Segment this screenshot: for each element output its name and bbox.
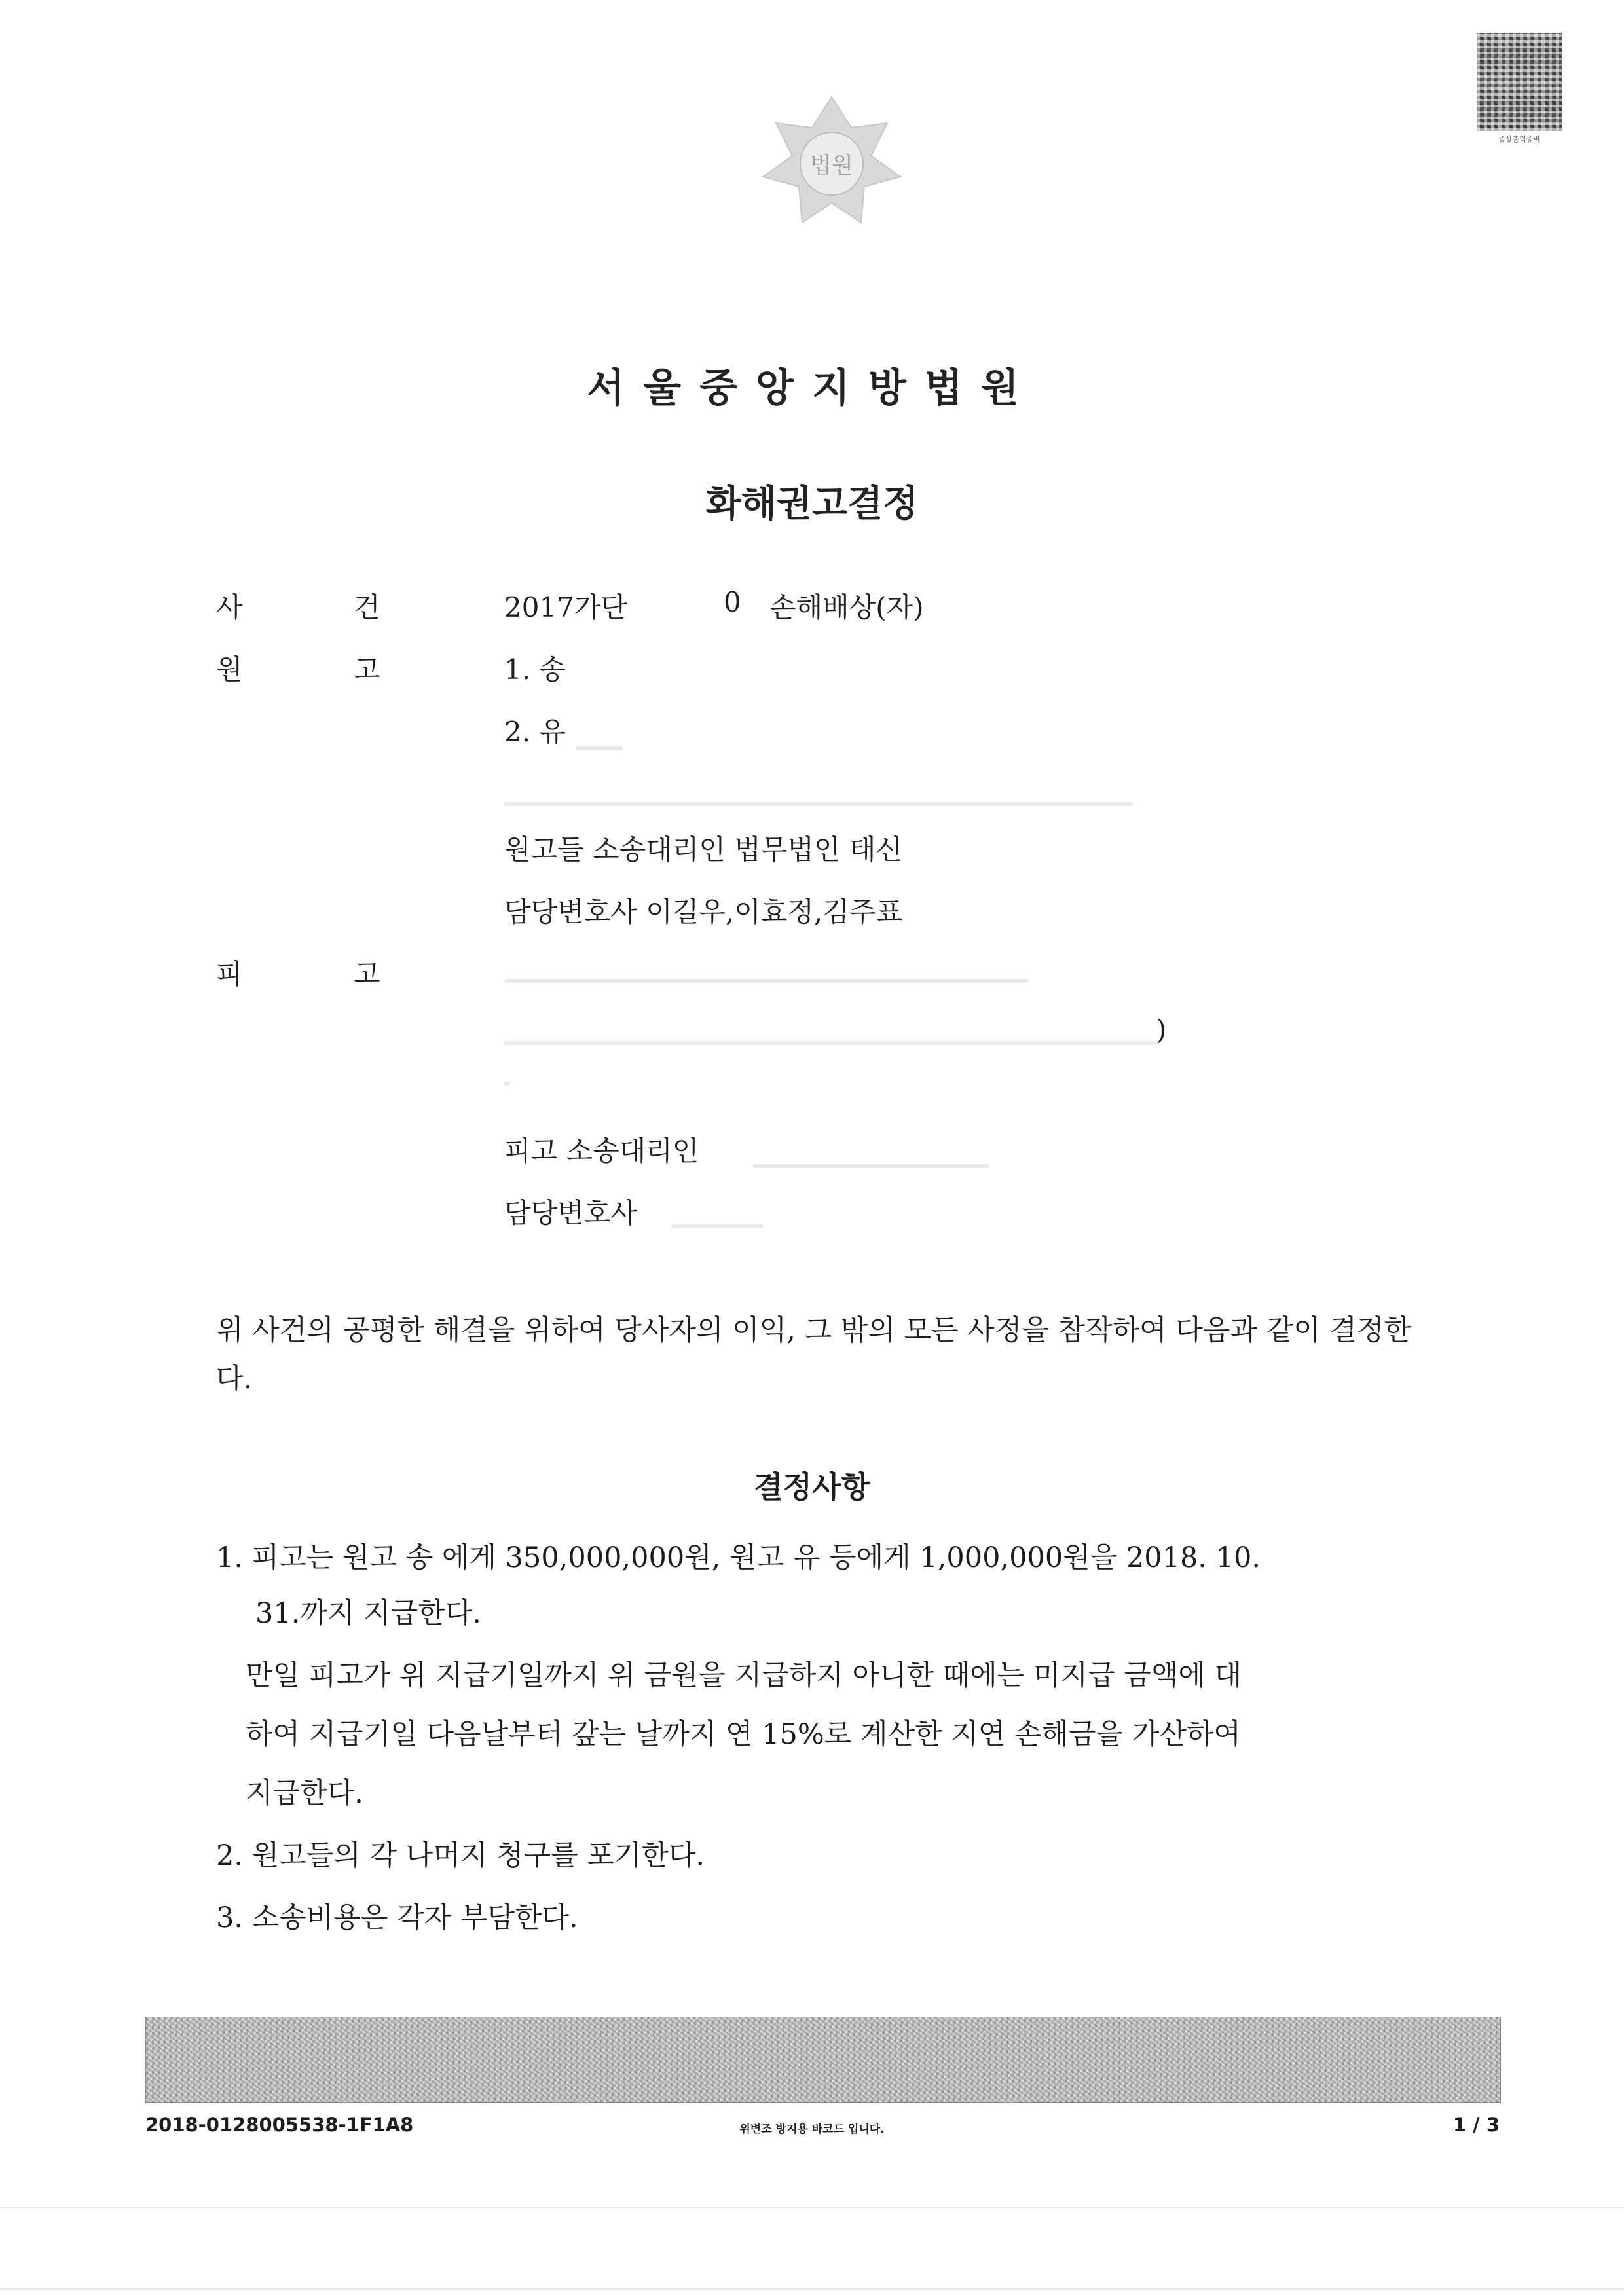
decision-item-1-note: 지급한다. <box>246 1777 363 1810</box>
qr-code <box>1477 33 1562 144</box>
redaction-mark <box>504 1082 509 1086</box>
decision-item-3: 3. 소송비용은 각자 부담한다. <box>216 1901 578 1934</box>
page-number: 1 / 3 <box>1452 2114 1500 2136</box>
document-id: 2018-0128005538-1F1A8 <box>145 2114 414 2136</box>
plaintiff-lawyers: 담당변호사 이길우,이효정,김주표 <box>504 896 903 928</box>
redaction-mark <box>576 746 622 750</box>
court-emblem <box>753 92 910 232</box>
defendant-agent: 피고 소송대리인 <box>504 1135 699 1167</box>
redaction-mark <box>504 1041 1159 1045</box>
decision-title: 결정사항 <box>754 1469 870 1505</box>
redaction-mark <box>671 1224 763 1228</box>
defendant-label-b: 고 <box>354 958 380 990</box>
plaintiff-2: 2. 유 <box>504 716 566 748</box>
decision-item-2: 2. 원고들의 각 나머지 청구를 포기한다. <box>216 1839 705 1872</box>
plaintiff-agent: 원고들 소송대리인 법무법인 태신 <box>504 834 903 866</box>
redaction-mark <box>504 802 1133 806</box>
document-title: 화해권고결정 <box>705 483 919 525</box>
qr-label: 증상출력증비 <box>1498 135 1540 143</box>
barcode-note: 위변조 방지용 바코드 입니다. <box>739 2123 885 2136</box>
case-label-a: 사 <box>216 591 243 623</box>
scan-edge-line <box>0 2207 1624 2208</box>
case-type: 손해배상(자) <box>769 591 924 623</box>
emblem-text: 법원 <box>810 153 853 179</box>
decision-item-1-cont: 31.까지 지급한다. <box>255 1597 481 1630</box>
intro-paragraph: 위 사건의 공평한 해결을 위하여 당사자의 이익, 그 밖의 모든 사정을 참작하여 다음과 같이 결정한다. <box>216 1314 1412 1395</box>
decision-item-1: 1. 피고는 원고 송 에게 350,000,000원, 원고 유 등에게 1,000,000원을 2018. 10. <box>216 1541 1261 1574</box>
redaction-mark <box>753 1164 989 1168</box>
case-number: 2017가단 <box>504 591 628 623</box>
qr-pattern <box>1477 33 1562 131</box>
security-barcode <box>145 2017 1501 2103</box>
case-label-b: 건 <box>354 591 380 623</box>
defendant-label-a: 피 <box>216 958 243 990</box>
defendant-lawyer: 담당변호사 <box>504 1197 637 1229</box>
scan-edge-line <box>0 2288 1624 2290</box>
plaintiff-label-b: 고 <box>354 653 380 686</box>
defendant-paren: ) <box>1156 1014 1167 1046</box>
decision-item-1-note: 만일 피고가 위 지급기일까지 위 금원을 지급하지 아니한 때에는 미지급 금액에 대 <box>246 1659 1242 1692</box>
redaction-mark <box>504 979 1028 983</box>
plaintiff-1: 1. 송 <box>504 653 566 686</box>
court-name: 서울중앙지방법원 <box>587 365 1037 411</box>
decision-item-1-note: 하여 지급기일 다음날부터 갚는 날까지 연 15%로 계산한 지연 손해금을 가산하여 <box>246 1718 1241 1751</box>
plaintiff-label-a: 원 <box>216 653 243 686</box>
case-suffix: 0 <box>724 586 741 618</box>
